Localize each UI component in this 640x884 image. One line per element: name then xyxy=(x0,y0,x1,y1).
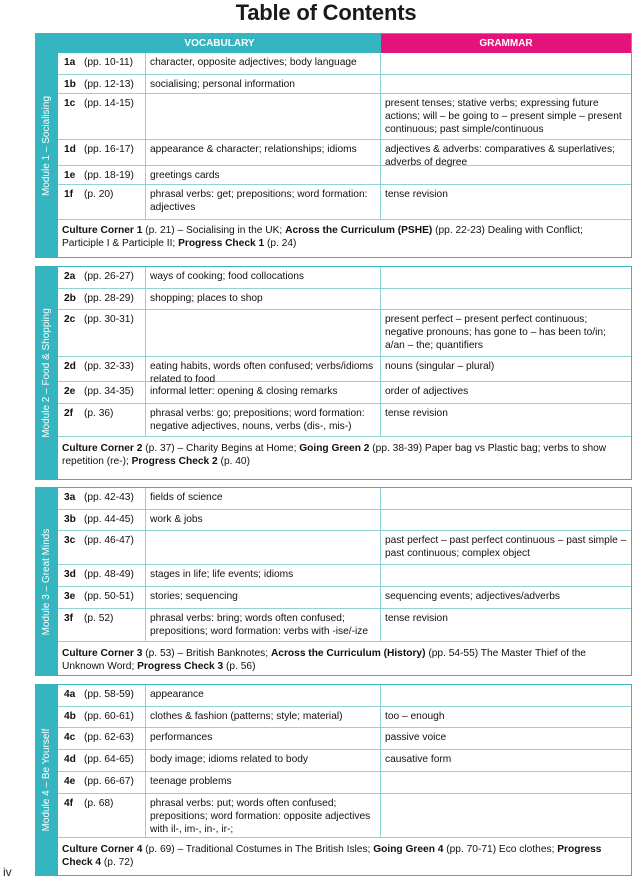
unit-code: 2f xyxy=(64,408,74,419)
table-row xyxy=(58,728,631,750)
grammar-cell xyxy=(381,794,631,837)
unit-code: 3b xyxy=(64,514,76,525)
grammar-cell xyxy=(381,53,631,74)
table-row xyxy=(58,510,631,531)
vocabulary-cell: appearance xyxy=(146,685,381,706)
unit-code: 2d xyxy=(64,361,76,372)
unit-code: 2b xyxy=(64,293,76,304)
unit-pages: (pp. 50-51) xyxy=(84,591,134,602)
table-row xyxy=(58,94,631,140)
table-row xyxy=(58,289,631,310)
unit-code: 3f xyxy=(64,613,74,624)
vocabulary-cell xyxy=(146,94,381,139)
grammar-cell xyxy=(381,510,631,530)
module-label: Module 1 – Socialising xyxy=(41,95,52,196)
unit-code: 1c xyxy=(64,98,76,109)
unit-pages: (pp. 66-67) xyxy=(84,776,134,787)
footer-text: (p. 37) – Charity Begins at Home; xyxy=(142,443,300,454)
table-row xyxy=(58,772,631,794)
unit-pages: (pp. 30-31) xyxy=(84,314,134,325)
vocabulary-cell: socialising; personal information xyxy=(146,75,381,93)
unit-pages: (pp. 48-49) xyxy=(84,569,134,580)
unit-code: 3d xyxy=(64,569,76,580)
unit-pages: (pp. 42-43) xyxy=(84,492,134,503)
unit-pages: (pp. 26-27) xyxy=(84,271,134,282)
table-row xyxy=(58,185,631,220)
unit-pages: (pp. 46-47) xyxy=(84,535,134,546)
unit-code: 3a xyxy=(64,492,76,503)
unit-pages: (pp. 28-29) xyxy=(84,293,134,304)
table-row xyxy=(58,750,631,772)
unit-code: 1e xyxy=(64,170,76,181)
module-side-band xyxy=(36,267,58,479)
grammar-cell xyxy=(381,488,631,509)
unit-cell xyxy=(58,289,146,309)
page-number: iv xyxy=(3,865,12,879)
unit-code: 1f xyxy=(64,189,74,200)
vocabulary-cell: teenage problems xyxy=(146,772,381,793)
vocabulary-cell: ways of cooking; food collocations xyxy=(146,267,381,288)
unit-code: 4f xyxy=(64,798,74,809)
footer-bold-text: Culture Corner 2 xyxy=(62,443,143,454)
unit-code: 4e xyxy=(64,776,76,787)
unit-code: 1b xyxy=(64,79,76,90)
unit-code: 4b xyxy=(64,711,76,722)
module-footer xyxy=(58,644,631,676)
module-footer xyxy=(58,439,631,471)
unit-code: 2c xyxy=(64,314,76,325)
vocabulary-cell: body image; idioms related to body xyxy=(146,750,381,771)
unit-pages: (p. 36) xyxy=(84,408,114,419)
unit-cell xyxy=(58,488,146,509)
vocabulary-cell: phrasal verbs: put; words often confused; prepositions; word formation: opposite adjectives with il-, im-, in-, ir-; xyxy=(146,794,381,837)
grammar-cell: tense revision xyxy=(385,408,448,419)
unit-cell xyxy=(58,382,146,403)
unit-cell xyxy=(58,772,146,793)
vocabulary-cell: phrasal verbs: go; prepositions; word formation: negative adjectives, nouns, verbs (dis-, mis-) xyxy=(146,404,381,436)
table-row xyxy=(58,267,631,289)
footer-text: (p. 53) – British Banknotes; xyxy=(142,648,271,659)
vocabulary-cell: work & jobs xyxy=(146,510,381,530)
unit-pages: (pp. 16-17) xyxy=(84,144,134,155)
grammar-cell: present perfect – present perfect continuous; negative pronouns; has gone to – has been to/in; a/an – the; quantifiers xyxy=(385,314,606,351)
unit-code: 3c xyxy=(64,535,76,546)
footer-bold-text: Progress Check 3 xyxy=(137,661,224,672)
table-row xyxy=(58,565,631,587)
unit-cell xyxy=(58,185,146,219)
unit-pages: (pp. 34-35) xyxy=(84,386,134,397)
unit-cell xyxy=(58,587,146,608)
vocabulary-cell: appearance & character; relationships; idioms xyxy=(146,140,381,165)
unit-code: 1d xyxy=(64,144,76,155)
module-2 xyxy=(35,266,632,480)
vocabulary-cell: shopping; places to shop xyxy=(146,289,381,309)
module-side-band xyxy=(36,34,58,257)
table-row xyxy=(58,707,631,728)
unit-pages: (pp. 18-19) xyxy=(84,170,134,181)
table-row xyxy=(58,404,631,437)
unit-pages: (pp. 10-11) xyxy=(84,57,134,68)
unit-cell xyxy=(58,140,146,165)
grammar-cell xyxy=(381,772,631,793)
grammar-cell: tense revision xyxy=(385,613,448,624)
unit-cell xyxy=(58,166,146,184)
unit-code: 2a xyxy=(64,271,76,282)
table-row xyxy=(58,357,631,385)
unit-code: 4a xyxy=(64,689,76,700)
unit-code: 2e xyxy=(64,386,76,397)
grammar-cell: causative form xyxy=(385,754,452,765)
table-row xyxy=(58,685,631,707)
grammar-cell: present tenses; stative verbs; expressing future actions; will – be going to – present simple – present continuous; past simple/continuous xyxy=(385,98,622,135)
footer-text: (p. 72) xyxy=(101,857,134,868)
grammar-cell xyxy=(381,565,631,586)
grammar-cell: adjectives & adverbs: comparatives & superlatives; adverbs of degree xyxy=(385,144,615,168)
footer-text: (p. 21) – Socialising in the UK; xyxy=(142,225,286,236)
footer-bold-text: Progress Check 2 xyxy=(131,456,218,467)
unit-pages: (p. 68) xyxy=(84,798,114,809)
table-row xyxy=(58,794,631,838)
unit-cell xyxy=(58,310,146,356)
table-row xyxy=(58,382,631,404)
unit-code: 3e xyxy=(64,591,76,602)
table-row xyxy=(58,488,631,510)
unit-cell xyxy=(58,75,146,93)
module-label: Module 3 – Great Minds xyxy=(41,528,52,635)
footer-text: (p. 69) – Traditional Costumes in The British Isles; xyxy=(142,844,374,855)
unit-code: 1a xyxy=(64,57,76,68)
unit-pages: (pp. 64-65) xyxy=(84,754,134,765)
grammar-cell xyxy=(381,166,631,184)
unit-pages: (pp. 58-59) xyxy=(84,689,134,700)
unit-cell xyxy=(58,357,146,381)
grammar-cell xyxy=(381,685,631,706)
grammar-cell xyxy=(381,75,631,93)
footer-bold-text: Progress Check 4 xyxy=(62,844,602,868)
footer-bold-text: Culture Corner 1 xyxy=(62,225,143,236)
grammar-cell: tense revision xyxy=(385,189,448,200)
unit-pages: (pp. 14-15) xyxy=(84,98,134,109)
vocabulary-cell: clothes & fashion (patterns; style; material) xyxy=(146,707,381,727)
unit-cell xyxy=(58,728,146,749)
unit-cell xyxy=(58,685,146,706)
module-side-band xyxy=(36,685,58,875)
footer-text: (pp. 22-23) Dealing with Conflict; Participle I & Participle II; xyxy=(62,225,583,249)
table-row xyxy=(58,140,631,166)
page-title: Table of Contents xyxy=(235,0,417,25)
unit-pages: (pp. 32-33) xyxy=(84,361,134,372)
unit-cell xyxy=(58,794,146,837)
grammar-cell xyxy=(381,267,631,288)
vocabulary-cell: stages in life; life events; idioms xyxy=(146,565,381,586)
footer-bold-text: Across the Curriculum (History) xyxy=(270,648,426,659)
grammar-cell: order of adjectives xyxy=(385,386,469,397)
module-footer xyxy=(58,840,631,872)
vocabulary-cell xyxy=(146,531,381,564)
unit-cell xyxy=(58,267,146,288)
footer-text: (pp. 70-71) Eco clothes; xyxy=(443,844,558,855)
vocabulary-cell xyxy=(146,310,381,356)
module-footer xyxy=(58,221,631,253)
grammar-cell xyxy=(381,289,631,309)
footer-text: (pp. 38-39) Paper bag vs Plastic bag; verbs to show repetition (re-); xyxy=(62,443,607,467)
grammar-cell: passive voice xyxy=(385,732,447,743)
unit-cell xyxy=(58,53,146,74)
unit-pages: (p. 52) xyxy=(84,613,114,624)
module-3 xyxy=(35,487,632,676)
unit-pages: (pp. 44-45) xyxy=(84,514,134,525)
footer-text: (p. 40) xyxy=(217,456,250,467)
vocabulary-cell: eating habits, words often confused; verbs/idioms related to food xyxy=(146,357,381,381)
vocabulary-cell: performances xyxy=(146,728,381,749)
table-row xyxy=(58,166,631,185)
unit-cell xyxy=(58,750,146,771)
unit-pages: (p. 20) xyxy=(84,189,114,200)
module-label: Module 4 – Be Yourself xyxy=(41,728,52,832)
footer-bold-text: Progress Check 1 xyxy=(178,238,265,249)
footer-text: (p. 24) xyxy=(264,238,297,249)
unit-cell xyxy=(58,707,146,727)
table-row xyxy=(58,53,631,75)
footer-text: (p. 56) xyxy=(223,661,256,672)
unit-cell xyxy=(58,404,146,436)
vocabulary-cell: fields of science xyxy=(146,488,381,509)
vocabulary-cell: greetings cards xyxy=(146,166,381,184)
vocabulary-header: VOCABULARY xyxy=(58,34,381,53)
vocabulary-cell: character, opposite adjectives; body language xyxy=(146,53,381,74)
grammar-header: GRAMMAR xyxy=(381,34,631,53)
vocabulary-cell: informal letter: opening & closing remarks xyxy=(146,382,381,403)
table-row xyxy=(58,75,631,94)
unit-cell xyxy=(58,609,146,641)
vocabulary-cell: stories; sequencing xyxy=(146,587,381,608)
unit-code: 4c xyxy=(64,732,76,743)
unit-pages: (pp. 12-13) xyxy=(84,79,134,90)
unit-cell xyxy=(58,510,146,530)
grammar-cell: too – enough xyxy=(385,711,445,722)
table-row xyxy=(58,587,631,609)
grammar-cell: past perfect – past perfect continuous – past simple – past continuous; complex object xyxy=(385,535,627,559)
vocabulary-cell: phrasal verbs: bring; words often confused; prepositions; word formation: verbs with -ise/-ize xyxy=(146,609,381,641)
module-label: Module 2 – Food & Shopping xyxy=(41,308,52,438)
footer-bold-text: Across the Curriculum (PSHE) xyxy=(285,225,433,236)
grammar-cell: nouns (singular – plural) xyxy=(385,361,495,372)
unit-code: 4d xyxy=(64,754,76,765)
footer-bold-text: Going Green 4 xyxy=(373,844,444,855)
vocabulary-cell: phrasal verbs: get; prepositions; word formation: adjectives xyxy=(146,185,381,219)
footer-bold-text: Culture Corner 3 xyxy=(62,648,143,659)
table-row xyxy=(58,609,631,642)
grammar-cell: sequencing events; adjectives/adverbs xyxy=(385,591,560,602)
table-row xyxy=(58,310,631,357)
unit-cell xyxy=(58,94,146,139)
unit-pages: (pp. 60-61) xyxy=(84,711,134,722)
table-row xyxy=(58,531,631,565)
footer-bold-text: Culture Corner 4 xyxy=(62,844,143,855)
footer-bold-text: Going Green 2 xyxy=(299,443,370,454)
module-4 xyxy=(35,684,632,876)
footer-text: (pp. 54-55) The Master Thief of the Unknown Word; xyxy=(62,648,586,672)
unit-cell xyxy=(58,531,146,564)
unit-cell xyxy=(58,565,146,586)
unit-pages: (pp. 62-63) xyxy=(84,732,134,743)
module-side-band xyxy=(36,488,58,675)
module-1 xyxy=(35,33,632,258)
